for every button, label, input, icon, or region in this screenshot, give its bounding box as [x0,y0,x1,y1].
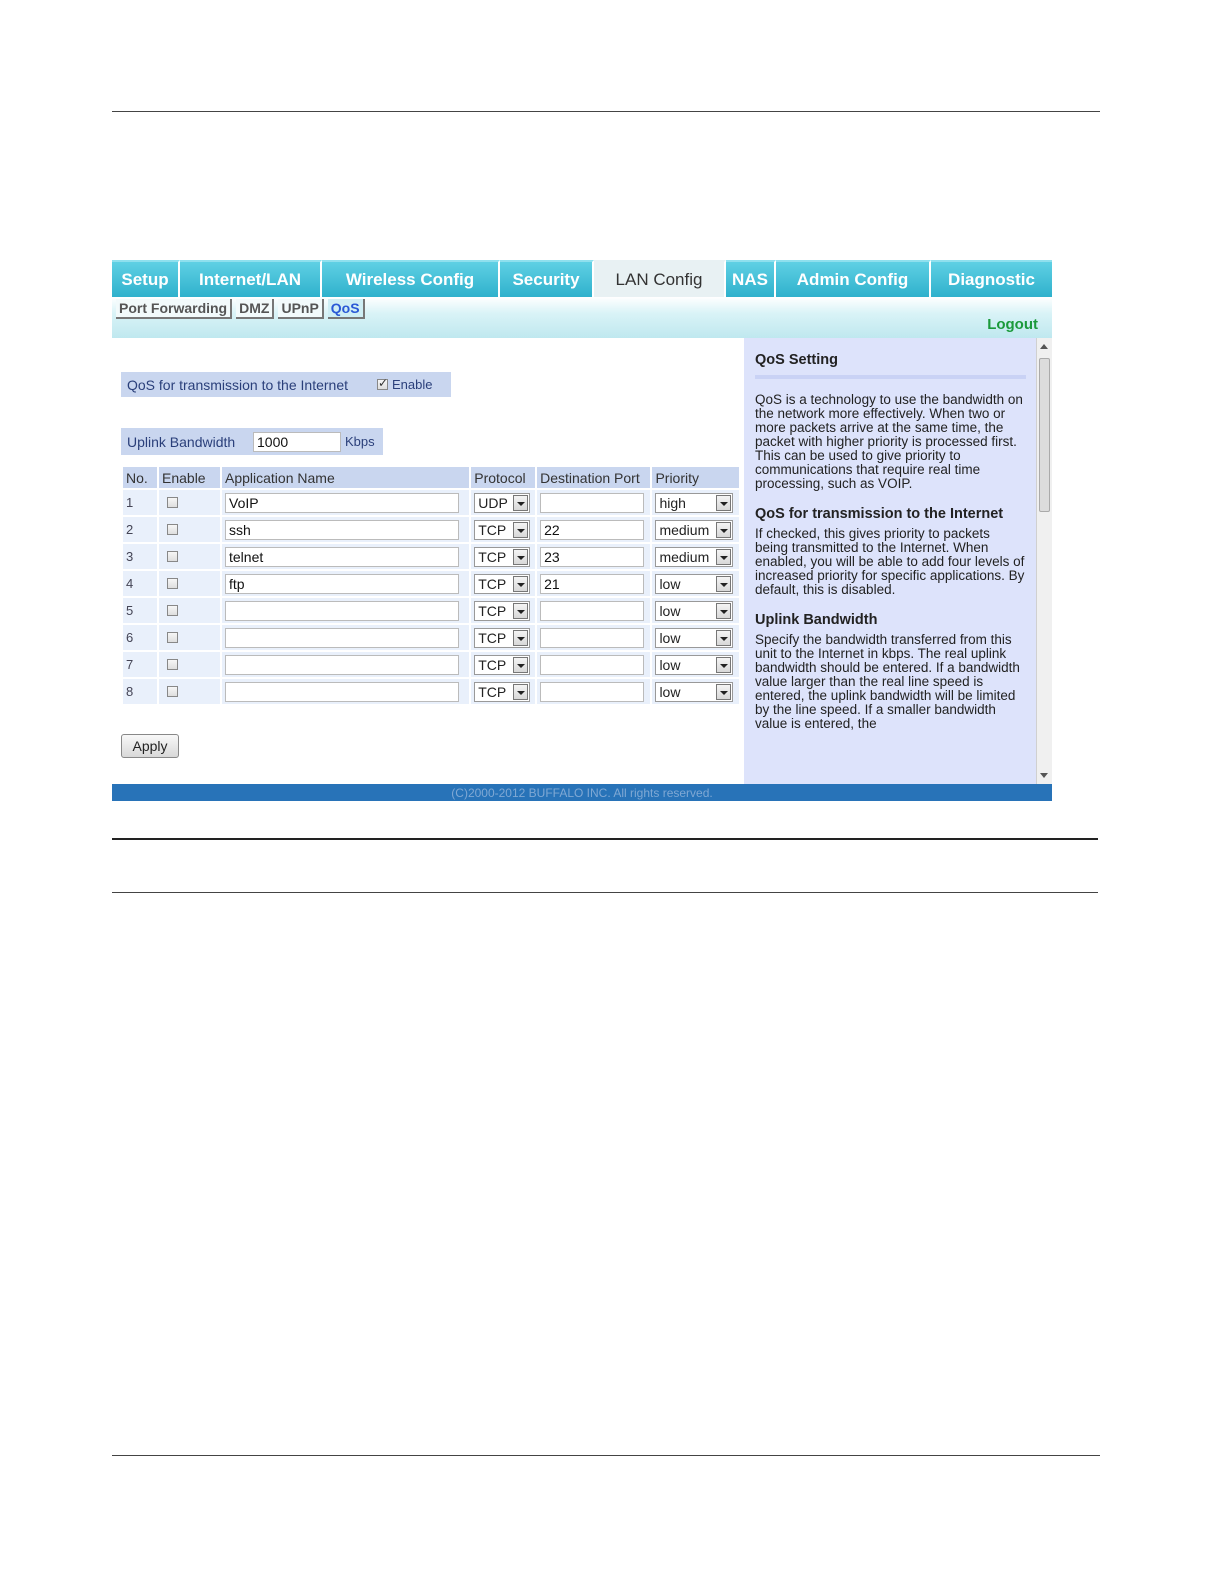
row-protocol-cell [471,652,535,677]
table-row [123,679,739,704]
row-port-cell [537,490,650,515]
col-application-name: Application Name [222,467,469,488]
application-name-input[interactable]: ssh [225,520,459,540]
page-rule-thin [112,892,1098,893]
subtab-port-forwarding[interactable]: Port Forwarding [116,299,232,319]
application-name-input[interactable] [225,655,459,675]
destination-port-input[interactable]: 23 [540,547,644,567]
row-priority-cell [652,517,739,542]
priority-value: low [659,683,681,700]
dropdown-arrow-icon[interactable] [513,630,528,646]
row-priority-cell [652,598,739,623]
router-admin-screenshot [112,260,1052,801]
row-number: 5 [123,598,157,623]
row-enable-checkbox[interactable] [167,659,178,670]
subtab-dmz[interactable]: DMZ [236,299,274,319]
tab-nas[interactable]: NAS [726,260,776,297]
protocol-select[interactable] [474,601,530,621]
row-app-cell [222,490,469,515]
row-enable-cell [159,571,220,596]
priority-value: medium [659,521,710,538]
priority-select[interactable] [655,628,733,648]
row-app-cell [222,625,469,650]
row-number: 7 [123,652,157,677]
dropdown-arrow-icon[interactable] [716,522,731,538]
row-priority-cell [652,652,739,677]
row-app-cell [222,517,469,542]
row-number: 8 [123,679,157,704]
priority-select[interactable] [655,682,733,702]
row-number: 2 [123,517,157,542]
row-number: 1 [123,490,157,515]
table-row [123,625,739,650]
uplink-bandwidth-input[interactable]: 1000 [253,432,341,452]
col-priority: Priority [652,467,739,488]
row-protocol-cell [471,490,535,515]
tab-internet-lan[interactable]: Internet/LAN [180,260,322,297]
row-enable-cell [159,517,220,542]
tab-security[interactable]: Security [500,260,594,297]
application-name-input[interactable] [225,628,459,648]
uplink-bandwidth-label: Uplink Bandwidth [127,433,236,450]
qos-enable-label: Enable [392,377,433,392]
row-protocol-cell [471,679,535,704]
col-enable: Enable [159,467,220,488]
help-title: QoS Setting [755,352,838,368]
application-name-input[interactable]: VoIP [225,493,459,513]
qos-enable-row [121,372,451,397]
priority-value: medium [659,548,710,565]
application-name-input[interactable] [225,682,459,702]
dropdown-arrow-icon[interactable] [513,603,528,619]
help-section1-text: If checked, this gives priority to packets being transmitted to the Internet. When enabled, you will be able to add four levels of increased priority for specific applications. By default, this is disabled. [755,526,1025,597]
row-enable-cell [159,598,220,623]
uplink-bandwidth-row [121,428,383,455]
row-protocol-cell [471,571,535,596]
priority-value: low [659,575,681,592]
copyright-footer: (C)2000-2012 BUFFALO INC. All rights reserved. [112,784,1052,801]
row-enable-checkbox[interactable] [167,497,178,508]
scroll-up-icon[interactable] [1040,344,1048,349]
row-protocol-cell [471,625,535,650]
dropdown-arrow-icon[interactable] [513,684,528,700]
dropdown-arrow-icon[interactable] [716,657,731,673]
dropdown-arrow-icon[interactable] [716,684,731,700]
tab-wireless-config[interactable]: Wireless Config [322,260,500,297]
row-enable-cell [159,490,220,515]
protocol-select[interactable] [474,574,530,594]
row-port-cell [537,625,650,650]
protocol-value: TCP [478,521,507,538]
tab-diagnostic[interactable]: Diagnostic [931,260,1052,297]
row-priority-cell [652,490,739,515]
help-separator [755,375,1026,379]
dropdown-arrow-icon[interactable] [716,576,731,592]
row-enable-checkbox[interactable] [167,551,178,562]
protocol-select[interactable] [474,628,530,648]
row-priority-cell [652,544,739,569]
priority-select[interactable] [655,520,733,540]
priority-value: low [659,656,681,673]
row-port-cell [537,652,650,677]
row-enable-cell [159,652,220,677]
help-intro: QoS is a technology to use the bandwidth on the network more effectively. When two or more packets arrive at the same time, the packet with higher priority is processed first. This can be used to give priority to communications that require real time processing, such as VOIP. [755,392,1023,491]
row-protocol-cell [471,544,535,569]
protocol-value: TCP [478,683,507,700]
tab-admin-config[interactable]: Admin Config [776,260,931,297]
row-number: 6 [123,625,157,650]
row-enable-checkbox[interactable] [167,632,178,643]
priority-select[interactable] [655,574,733,594]
row-protocol-cell [471,598,535,623]
protocol-select[interactable] [474,520,530,540]
main-nav [112,260,1052,297]
apply-button[interactable]: Apply [121,734,179,758]
destination-port-input[interactable] [540,628,644,648]
qos-transmission-label: QoS for transmission to the Internet [127,376,348,393]
col-no: No. [123,467,157,488]
table-header-row [123,467,739,488]
destination-port-input[interactable]: 22 [540,520,644,540]
col-destination-port: Destination Port [537,467,650,488]
table-row [123,490,739,515]
col-protocol: Protocol [471,467,535,488]
scroll-thumb[interactable] [1039,358,1050,512]
table-row [123,598,739,623]
dropdown-arrow-icon[interactable] [716,495,731,511]
table-row [123,544,739,569]
protocol-value: UDP [478,494,508,511]
dropdown-arrow-icon[interactable] [513,576,528,592]
dropdown-arrow-icon[interactable] [513,522,528,538]
row-enable-checkbox[interactable] [167,578,178,589]
dropdown-arrow-icon[interactable] [716,630,731,646]
protocol-value: TCP [478,629,507,646]
row-port-cell [537,598,650,623]
qos-form [112,338,744,784]
dropdown-arrow-icon[interactable] [716,549,731,565]
destination-port-input[interactable]: 21 [540,574,644,594]
table-row [123,652,739,677]
sub-nav [116,299,365,319]
help-scrollbar[interactable] [1036,338,1052,784]
priority-value: low [659,629,681,646]
dropdown-arrow-icon[interactable] [513,549,528,565]
help-section2-title: Uplink Bandwidth [755,612,878,628]
row-protocol-cell [471,517,535,542]
application-name-input[interactable]: ftp [225,574,459,594]
row-enable-cell [159,679,220,704]
page-top-rule [112,111,1100,112]
row-enable-checkbox[interactable] [167,686,178,697]
row-enable-checkbox[interactable] [167,605,178,616]
protocol-select[interactable] [474,547,530,567]
destination-port-input[interactable] [540,601,644,621]
page-rule-thick [112,838,1098,840]
row-enable-cell [159,544,220,569]
page-bottom-rule [112,1455,1100,1456]
priority-value: low [659,602,681,619]
subtab-qos[interactable]: QoS [328,299,365,319]
row-app-cell [222,598,469,623]
row-app-cell [222,544,469,569]
dropdown-arrow-icon[interactable] [513,657,528,673]
help-section2-text: Specify the bandwidth transferred from this unit to the Internet in kbps. The real uplink bandwidth should be entered. If a bandwidth value larger than the real line speed is entered, the uplink bandwidth will be limited by the line speed. If a smaller bandwidth value is entered, the [755,632,1020,731]
scroll-down-icon[interactable] [1040,773,1048,778]
row-port-cell [537,517,650,542]
row-app-cell [222,652,469,677]
priority-select[interactable] [655,493,733,513]
application-name-input[interactable] [225,601,459,621]
protocol-value: TCP [478,656,507,673]
subtab-upnp[interactable]: UPnP [278,299,323,319]
destination-port-input[interactable] [540,682,644,702]
sub-nav-band [112,297,1052,338]
qos-rules-table [121,465,741,706]
row-number: 4 [123,571,157,596]
protocol-select[interactable] [474,682,530,702]
protocol-value: TCP [478,575,507,592]
destination-port-input[interactable] [540,493,644,513]
dropdown-arrow-icon[interactable] [716,603,731,619]
row-enable-checkbox[interactable] [167,524,178,535]
logout-link[interactable]: Logout [987,316,1038,333]
destination-port-input[interactable] [540,655,644,675]
priority-select[interactable] [655,655,733,675]
tab-lan-config[interactable]: LAN Config [594,260,726,297]
protocol-value: TCP [478,602,507,619]
table-row [123,517,739,542]
row-number: 3 [123,544,157,569]
qos-enable-checkbox[interactable] [377,379,388,390]
row-priority-cell [652,679,739,704]
protocol-select[interactable] [474,655,530,675]
row-priority-cell [652,625,739,650]
help-panel [744,338,1036,784]
table-row [123,571,739,596]
tab-setup[interactable]: Setup [112,260,180,297]
priority-select[interactable] [655,601,733,621]
help-section1-title: QoS for transmission to the Internet [755,506,1004,522]
protocol-value: TCP [478,548,507,565]
uplink-bandwidth-unit: Kbps [345,434,375,449]
row-app-cell [222,679,469,704]
priority-value: high [659,494,686,511]
protocol-select[interactable] [474,493,530,513]
row-enable-cell [159,625,220,650]
row-port-cell [537,544,650,569]
dropdown-arrow-icon[interactable] [513,495,528,511]
application-name-input[interactable]: telnet [225,547,459,567]
priority-select[interactable] [655,547,733,567]
row-port-cell [537,679,650,704]
row-priority-cell [652,571,739,596]
row-port-cell [537,571,650,596]
row-app-cell [222,571,469,596]
